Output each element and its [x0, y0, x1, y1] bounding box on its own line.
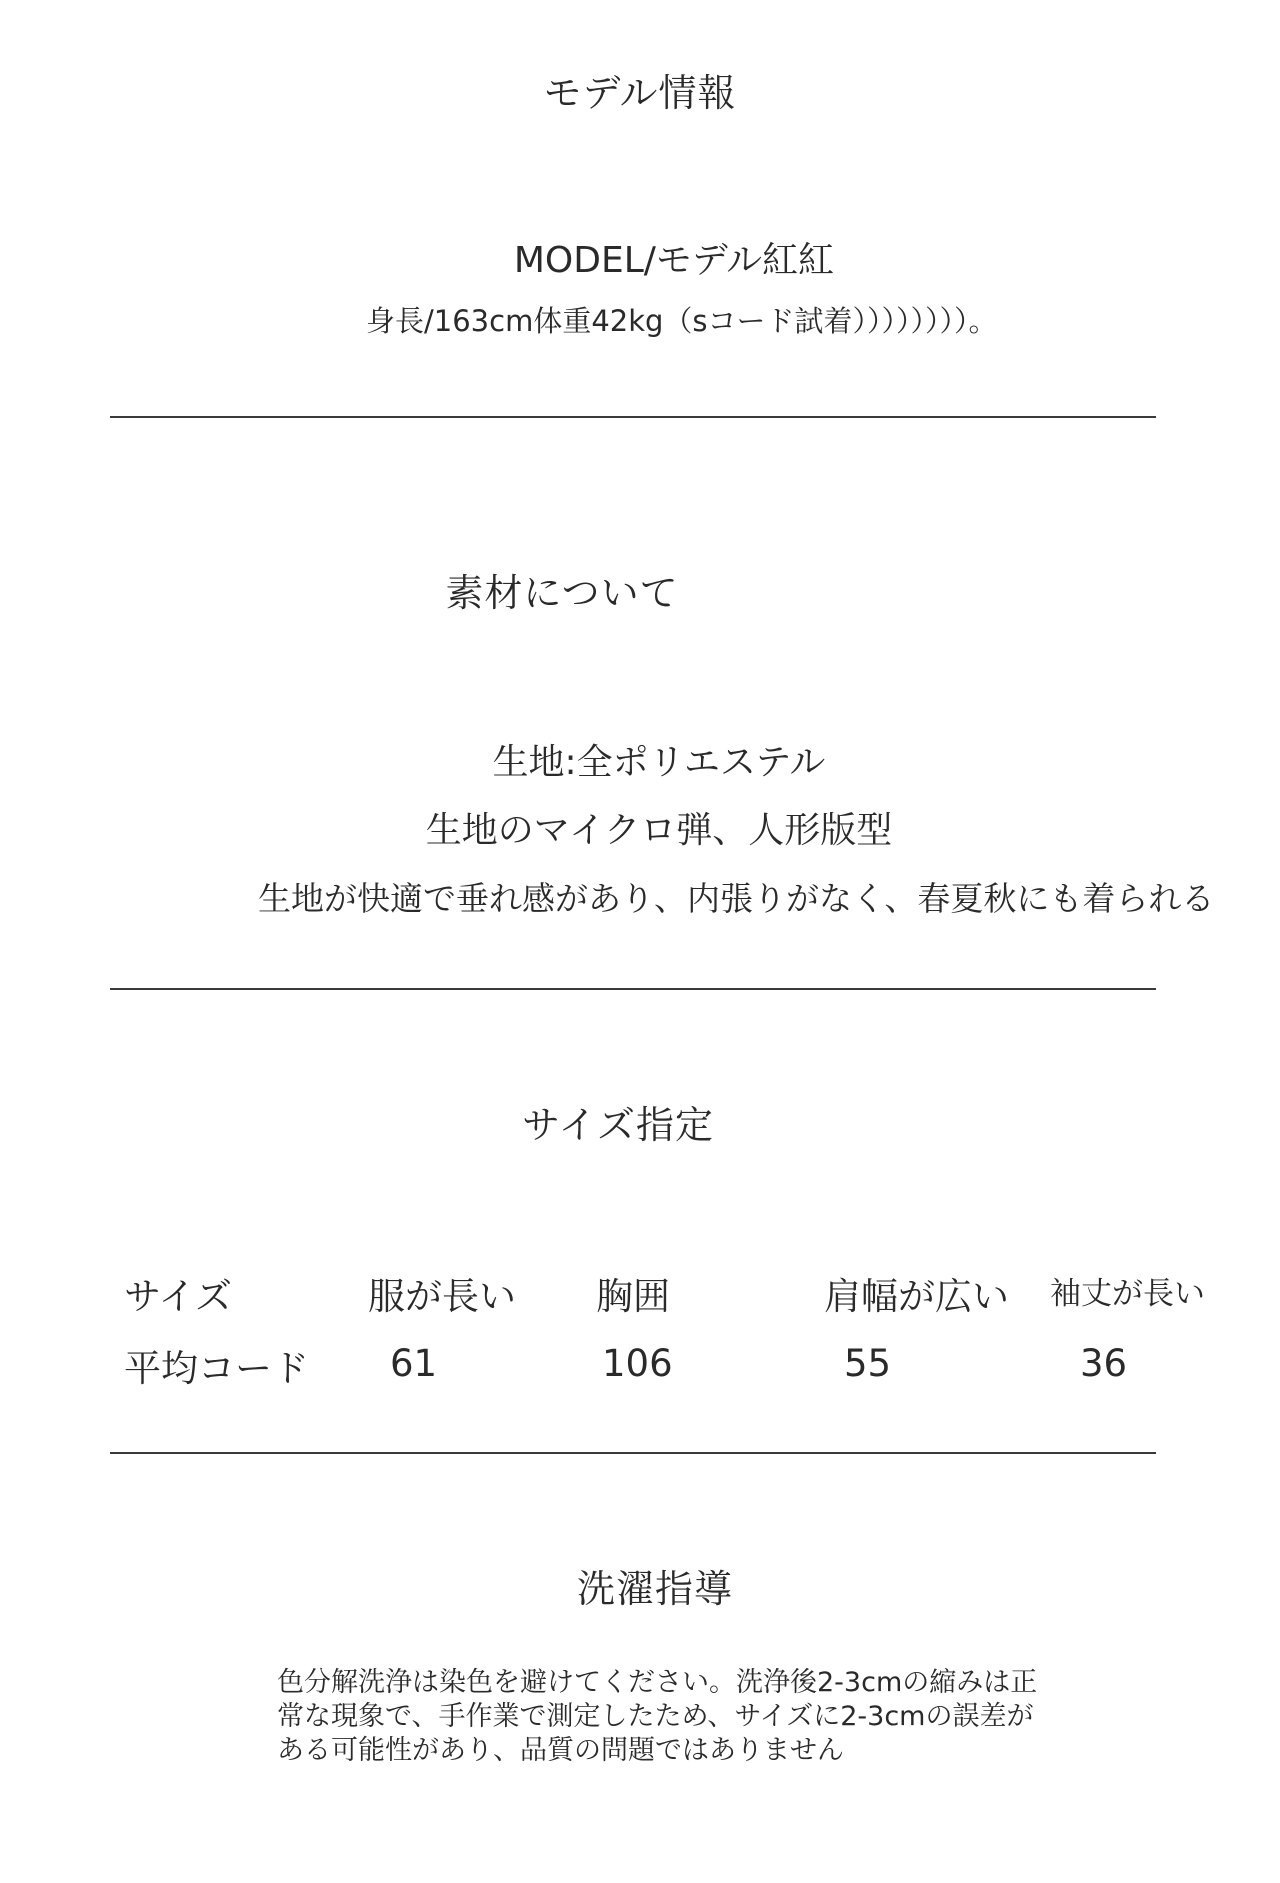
washing-instructions [277, 1666, 1057, 1768]
material-line-1: 生地:全ポリエステル [492, 742, 826, 783]
washing-heading: 洗濯指導 [576, 1567, 733, 1611]
model-info-heading: モデル情報 [543, 71, 737, 115]
size-cell-length: 61 [390, 1342, 438, 1385]
size-col-size: サイズ [124, 1275, 233, 1318]
washing-line-1: 色分解洗浄は染色を避けてください。洗浄後2-3cmの縮みは正 [277, 1667, 1038, 1698]
divider-3 [110, 1452, 1156, 1454]
material-line-3: 生地が快適で垂れ感があり、内張りがなく、春夏秋にも着られる [258, 879, 1215, 918]
model-stats: 身長/163cm体重42kg（sコード試着））））））））。 [366, 304, 998, 338]
size-col-length: 服が長い [368, 1275, 516, 1318]
washing-line-2: 常な現象で、手作業で測定したため、サイズに2-3cmの誤差が [277, 1701, 1034, 1732]
washing-line-3: ある可能性があり、品質の問題ではありません [277, 1735, 844, 1766]
size-col-shoulder: 肩幅が広い [824, 1275, 1009, 1318]
size-cell-name: 平均コード [124, 1347, 309, 1390]
size-cell-sleeve: 36 [1080, 1342, 1128, 1385]
material-line-2: 生地のマイクロ弾、人形版型 [425, 810, 893, 851]
material-heading: 素材について [445, 571, 679, 615]
size-heading: サイズ指定 [522, 1103, 714, 1147]
divider-1 [110, 416, 1156, 418]
model-name: MODEL/モデル紅紅 [513, 240, 835, 281]
size-cell-shoulder: 55 [844, 1342, 892, 1385]
size-col-sleeve: 袖丈が長い [1050, 1276, 1205, 1312]
size-cell-chest: 106 [602, 1342, 673, 1385]
size-col-chest: 胸囲 [596, 1275, 670, 1318]
divider-2 [110, 988, 1156, 990]
